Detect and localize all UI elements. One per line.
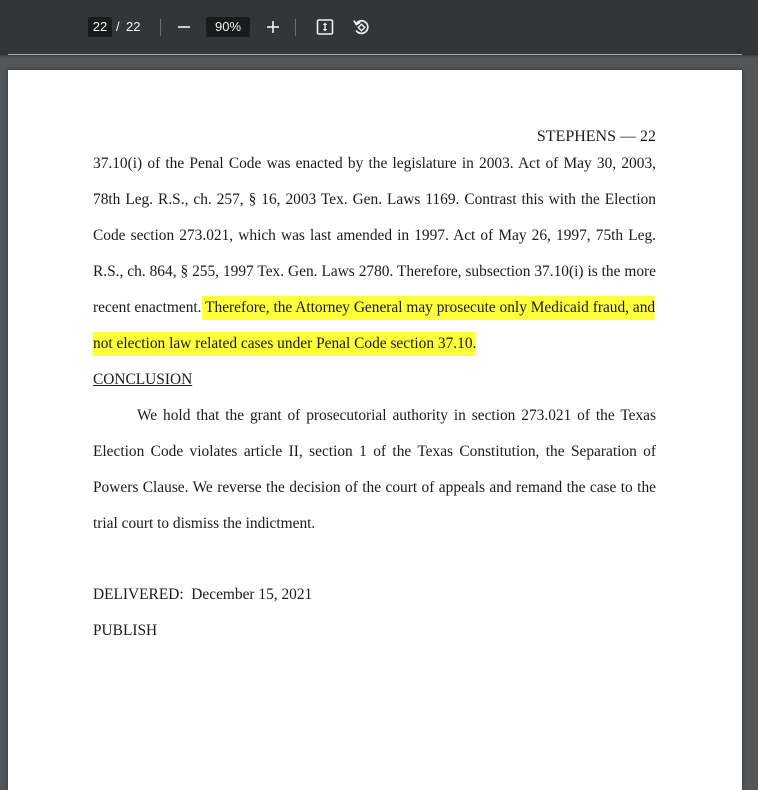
body-line: 78th Leg. R.S., ch. 257, § 16, 2003 Tex. Gen. Laws 1169. Contrast this with the Election: [93, 191, 656, 208]
total-pages: 22: [126, 19, 141, 34]
rotate-counterclockwise-icon: [351, 17, 371, 37]
current-page-input[interactable]: 22: [88, 17, 112, 37]
body-line: [93, 334, 656, 354]
highlighted-text: not election law related cases under Penal Code section 37.10.: [93, 332, 476, 356]
pdf-page: [8, 70, 742, 790]
fit-to-page-icon: [316, 18, 334, 36]
rotate-button[interactable]: [348, 14, 374, 40]
page-separator: /: [116, 19, 120, 34]
pdf-toolbar: [0, 0, 758, 55]
body-line: Election Code violates article II, section 1 of the Texas Constitution, the Separation of: [93, 443, 656, 460]
body-text: recent enactment.: [93, 299, 202, 316]
body-line: trial court to dismiss the indictment.: [93, 515, 316, 532]
body-line: Code section 273.021, which was last amended in 1997. Act of May 26, 1997, 75th Leg.: [93, 227, 656, 244]
body-line: 37.10(i) of the Penal Code was enacted by the legislature in 2003. Act of May 30, 2003,: [93, 155, 656, 172]
zoom-level-input[interactable]: 90%: [206, 17, 250, 37]
body-line: [93, 298, 656, 318]
body-line: R.S., ch. 864, § 255, 1997 Tex. Gen. Laws 2780. Therefore, subsection 37.10(i) is the more: [93, 263, 656, 280]
minus-icon: [177, 20, 191, 34]
zoom-out-button[interactable]: [171, 14, 197, 40]
body-line: We hold that the grant of prosecutorial authority in section 273.021 of the Texas: [137, 407, 656, 424]
plus-icon: [266, 20, 280, 34]
delivered-date: DELIVERED: December 15, 2021: [93, 586, 313, 603]
conclusion-heading: CONCLUSION: [93, 371, 193, 388]
body-line: Powers Clause. We reverse the decision of the court of appeals and remand the case to the: [93, 479, 656, 496]
zoom-in-button[interactable]: [260, 14, 286, 40]
publish-label: PUBLISH: [93, 622, 158, 639]
fit-to-page-button[interactable]: [312, 14, 338, 40]
document-viewer[interactable]: [0, 55, 758, 761]
running-head: STEPHENS — 22: [536, 128, 656, 145]
toolbar-divider: [295, 19, 296, 36]
toolbar-divider: [160, 19, 161, 36]
highlighted-text: Therefore, the Attorney General may prosecute only Medicaid fraud, and: [202, 296, 656, 320]
